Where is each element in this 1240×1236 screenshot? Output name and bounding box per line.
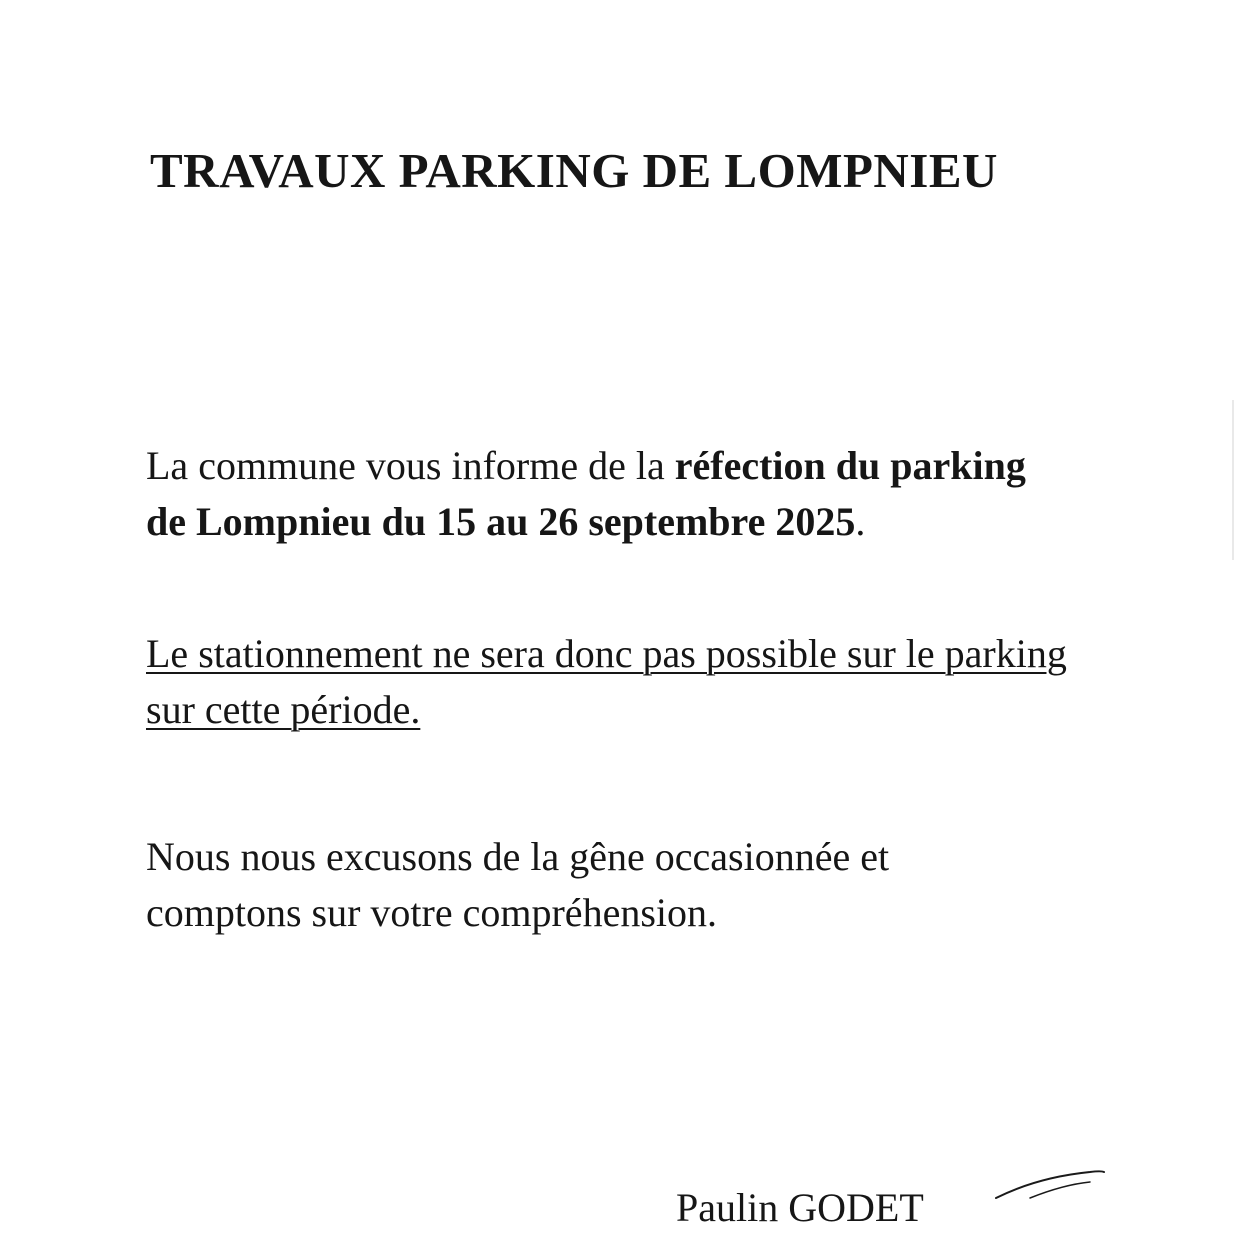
signatory-name: Paulin GODET [676,1185,924,1230]
paragraph-apology: Nous nous excusons de la gêne occasionnée et comptons sur votre compréhension. [146,834,890,935]
announcement-intro: La commune vous informe de la [146,443,675,488]
scan-edge-mark [1232,400,1234,560]
paragraph-parking-restriction: Le stationnement ne sera donc pas possible sur le parking sur cette période. [146,631,1067,732]
announcement-end: . [855,499,866,544]
handwritten-signature [990,1160,1110,1200]
notice-title: TRAVAUX PARKING DE LOMPNIEU [150,143,998,198]
announcement-works-dates: réfection du parking de Lompnieu du 15 au 26 septembre 2025 [146,443,1026,544]
paragraph-announcement [146,438,1066,550]
